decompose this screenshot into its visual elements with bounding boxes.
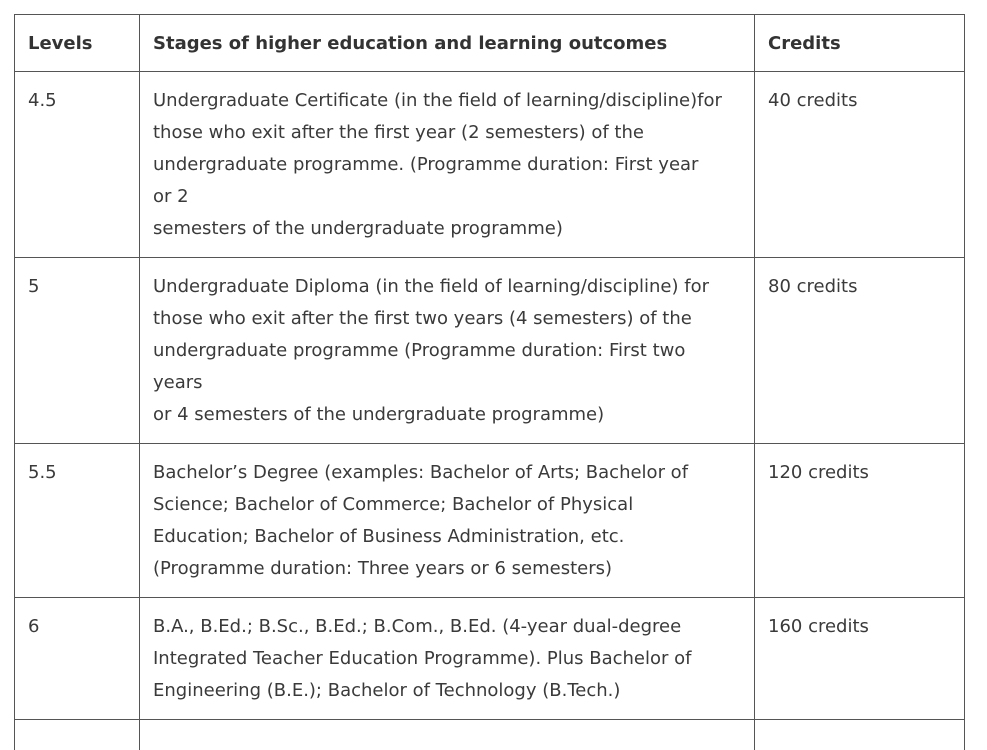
stage-line: undergraduate programme. (Programme duration: First year [153, 149, 742, 181]
stage-line: Engineering (B.E.); Bachelor of Technology (B.Tech.) [153, 675, 742, 707]
stage-line: or 2 [153, 181, 742, 213]
stage-line: Education; Bachelor of Business Administration, etc. [153, 521, 742, 553]
table-row [15, 258, 965, 444]
header-stages: Stages of higher education and learning outcomes [140, 15, 755, 72]
header-levels: Levels [15, 15, 140, 72]
stage-line: Undergraduate Certificate (in the field of learning/discipline)for [153, 85, 742, 117]
stage-line: (Programme duration: Three years or 6 semesters) [153, 553, 742, 585]
credits-cell [755, 720, 965, 750]
stage-line: Integrated Teacher Education Programme). Plus Bachelor of [153, 643, 742, 675]
credits-cell: 120 credits [755, 444, 965, 598]
credits-cell: 80 credits [755, 258, 965, 444]
credits-cell: 160 credits [755, 598, 965, 720]
qualifications-table [14, 14, 965, 750]
stage-line: B.A., B.Ed.; B.Sc., B.Ed.; B.Com., B.Ed. (4-year dual-degree [153, 611, 742, 643]
stage-cell [140, 72, 755, 258]
table-row-partial [15, 720, 965, 750]
level-cell: 5 [15, 258, 140, 444]
stage-cell [140, 444, 755, 598]
credits-cell: 40 credits [755, 72, 965, 258]
level-cell: 4.5 [15, 72, 140, 258]
stage-cell [140, 598, 755, 720]
stage-line: undergraduate programme (Programme duration: First two [153, 335, 742, 367]
stage-line: those who exit after the first year (2 semesters) of the [153, 117, 742, 149]
stage-cell [140, 258, 755, 444]
stage-line: Undergraduate Diploma (in the field of learning/discipline) for [153, 271, 742, 303]
stage-line: or 4 semesters of the undergraduate programme) [153, 399, 742, 431]
stage-line: years [153, 367, 742, 399]
header-credits: Credits [755, 15, 965, 72]
level-cell: 6 [15, 598, 140, 720]
stage-line: Bachelor’s Degree (examples: Bachelor of Arts; Bachelor of [153, 457, 742, 489]
level-cell: 5.5 [15, 444, 140, 598]
table-row [15, 444, 965, 598]
table-header-row [15, 15, 965, 72]
table-row [15, 598, 965, 720]
stage-cell [140, 720, 755, 750]
table-row [15, 72, 965, 258]
stage-line: those who exit after the first two years (4 semesters) of the [153, 303, 742, 335]
level-cell [15, 720, 140, 750]
stage-line: semesters of the undergraduate programme) [153, 213, 742, 245]
stage-line: Science; Bachelor of Commerce; Bachelor of Physical [153, 489, 742, 521]
